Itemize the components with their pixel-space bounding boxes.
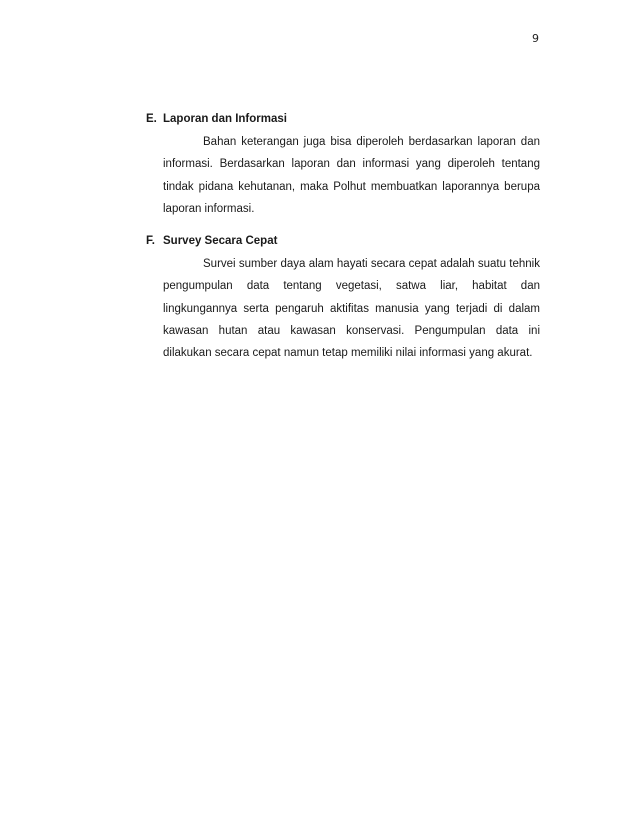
section-paragraph: Survei sumber daya alam hayati secara cepat adalah suatu tehnik pengumpulan data tentang vegetasi, satwa liar, habitat dan lingkungannya serta pengaruh aktifitas manusia yang terjadi di dalam kawasan hutan atau kawasan konservasi. Pengumpulan data ini dilakukan secara cepat namun tetap memiliki nilai informasi yang akurat. (163, 258, 540, 360)
section-title: Survey Secara Cepat (163, 235, 278, 247)
page-number: 9 (532, 32, 539, 45)
section-paragraph: Bahan keterangan juga bisa diperoleh berdasarkan laporan dan informasi. Berdasarkan laporan dan informasi yang diperoleh tentang tindak pidana kehutanan, maka Polhut membuatkan laporannya berupa laporan informasi. (163, 136, 540, 215)
section-letter: F. (146, 235, 155, 247)
section-title: Laporan dan Informasi (163, 113, 287, 125)
section-letter: E. (146, 113, 157, 125)
section-heading (146, 233, 540, 249)
section-laporan-dan-informasi (146, 111, 540, 232)
section-heading (146, 111, 540, 127)
section-survey-secara-cepat (146, 233, 540, 376)
